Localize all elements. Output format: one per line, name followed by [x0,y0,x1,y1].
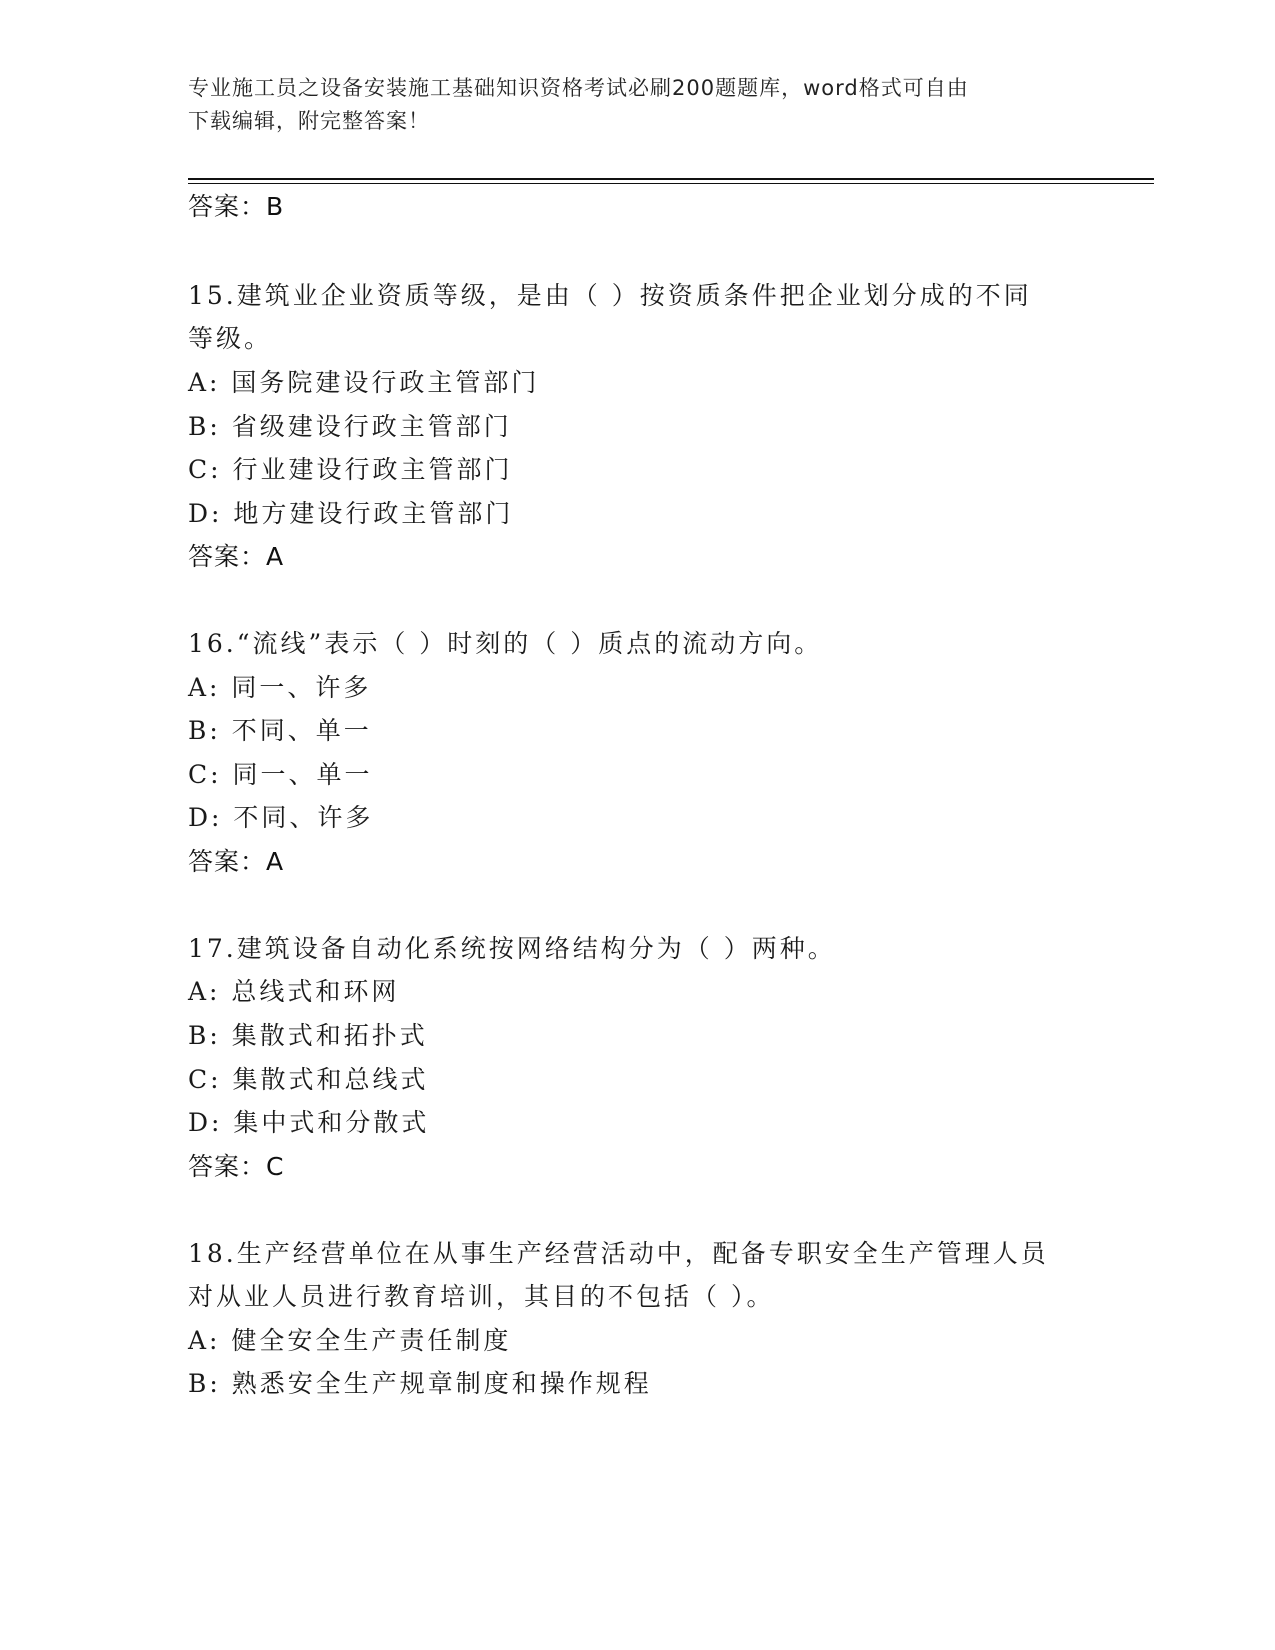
question-18-stem-line-2: 对从业人员进行教育培训，其目的不包括（ ）。 [188,1282,775,1311]
question-17-option-a: A: 总线式和环网 [188,977,400,1006]
question-17-stem-line-1: 17.建筑设备自动化系统按网络结构分为（ ）两种。 [188,934,836,963]
question-15-stem-line-1: 15.建筑业企业资质等级，是由（ ）按资质条件把企业划分成的不同 [188,281,1032,310]
question-16-answer: 答案：A [188,847,285,876]
question-18-stem-line-1: 18.生产经营单位在从事生产经营活动中，配备专职安全生产管理人员 [188,1239,1049,1268]
question-18-option-b: B: 熟悉安全生产规章制度和操作规程 [188,1369,652,1398]
question-18-option-a: A: 健全安全生产责任制度 [188,1326,512,1355]
question-15-option-a: A: 国务院建设行政主管部门 [188,368,540,397]
question-15-stem-line-2: 等级。 [188,324,273,353]
question-16-option-a: A: 同一、许多 [188,673,372,702]
header-rule-thick [188,178,1154,180]
question-15-option-c: C: 行业建设行政主管部门 [188,455,513,484]
document-header [188,72,1088,138]
question-15-option-b: B: 省级建设行政主管部门 [188,412,512,441]
question-16-option-c: C: 同一、单一 [188,760,373,789]
header-line-1: 专业施工员之设备安装施工基础知识资格考试必刷200题题库，word格式可自由 [188,76,969,100]
question-17-option-d: D: 集中式和分散式 [188,1108,430,1137]
prev-answer: 答案：B [188,192,285,221]
header-line-2: 下载编辑，附完整答案！ [188,109,430,133]
question-15-answer: 答案：A [188,542,285,571]
question-16-stem-line-1: 16.“流线”表示（ ）时刻的（ ）质点的流动方向。 [188,629,823,658]
question-17-option-c: C: 集散式和总线式 [188,1065,429,1094]
question-15-option-d: D: 地方建设行政主管部门 [188,499,514,528]
question-17-option-b: B: 集散式和拓扑式 [188,1021,428,1050]
question-16-option-b: B: 不同、单一 [188,716,372,745]
question-16-option-d: D: 不同、许多 [188,803,374,832]
header-rule-thin [188,183,1154,184]
question-17-answer: 答案：C [188,1152,285,1181]
